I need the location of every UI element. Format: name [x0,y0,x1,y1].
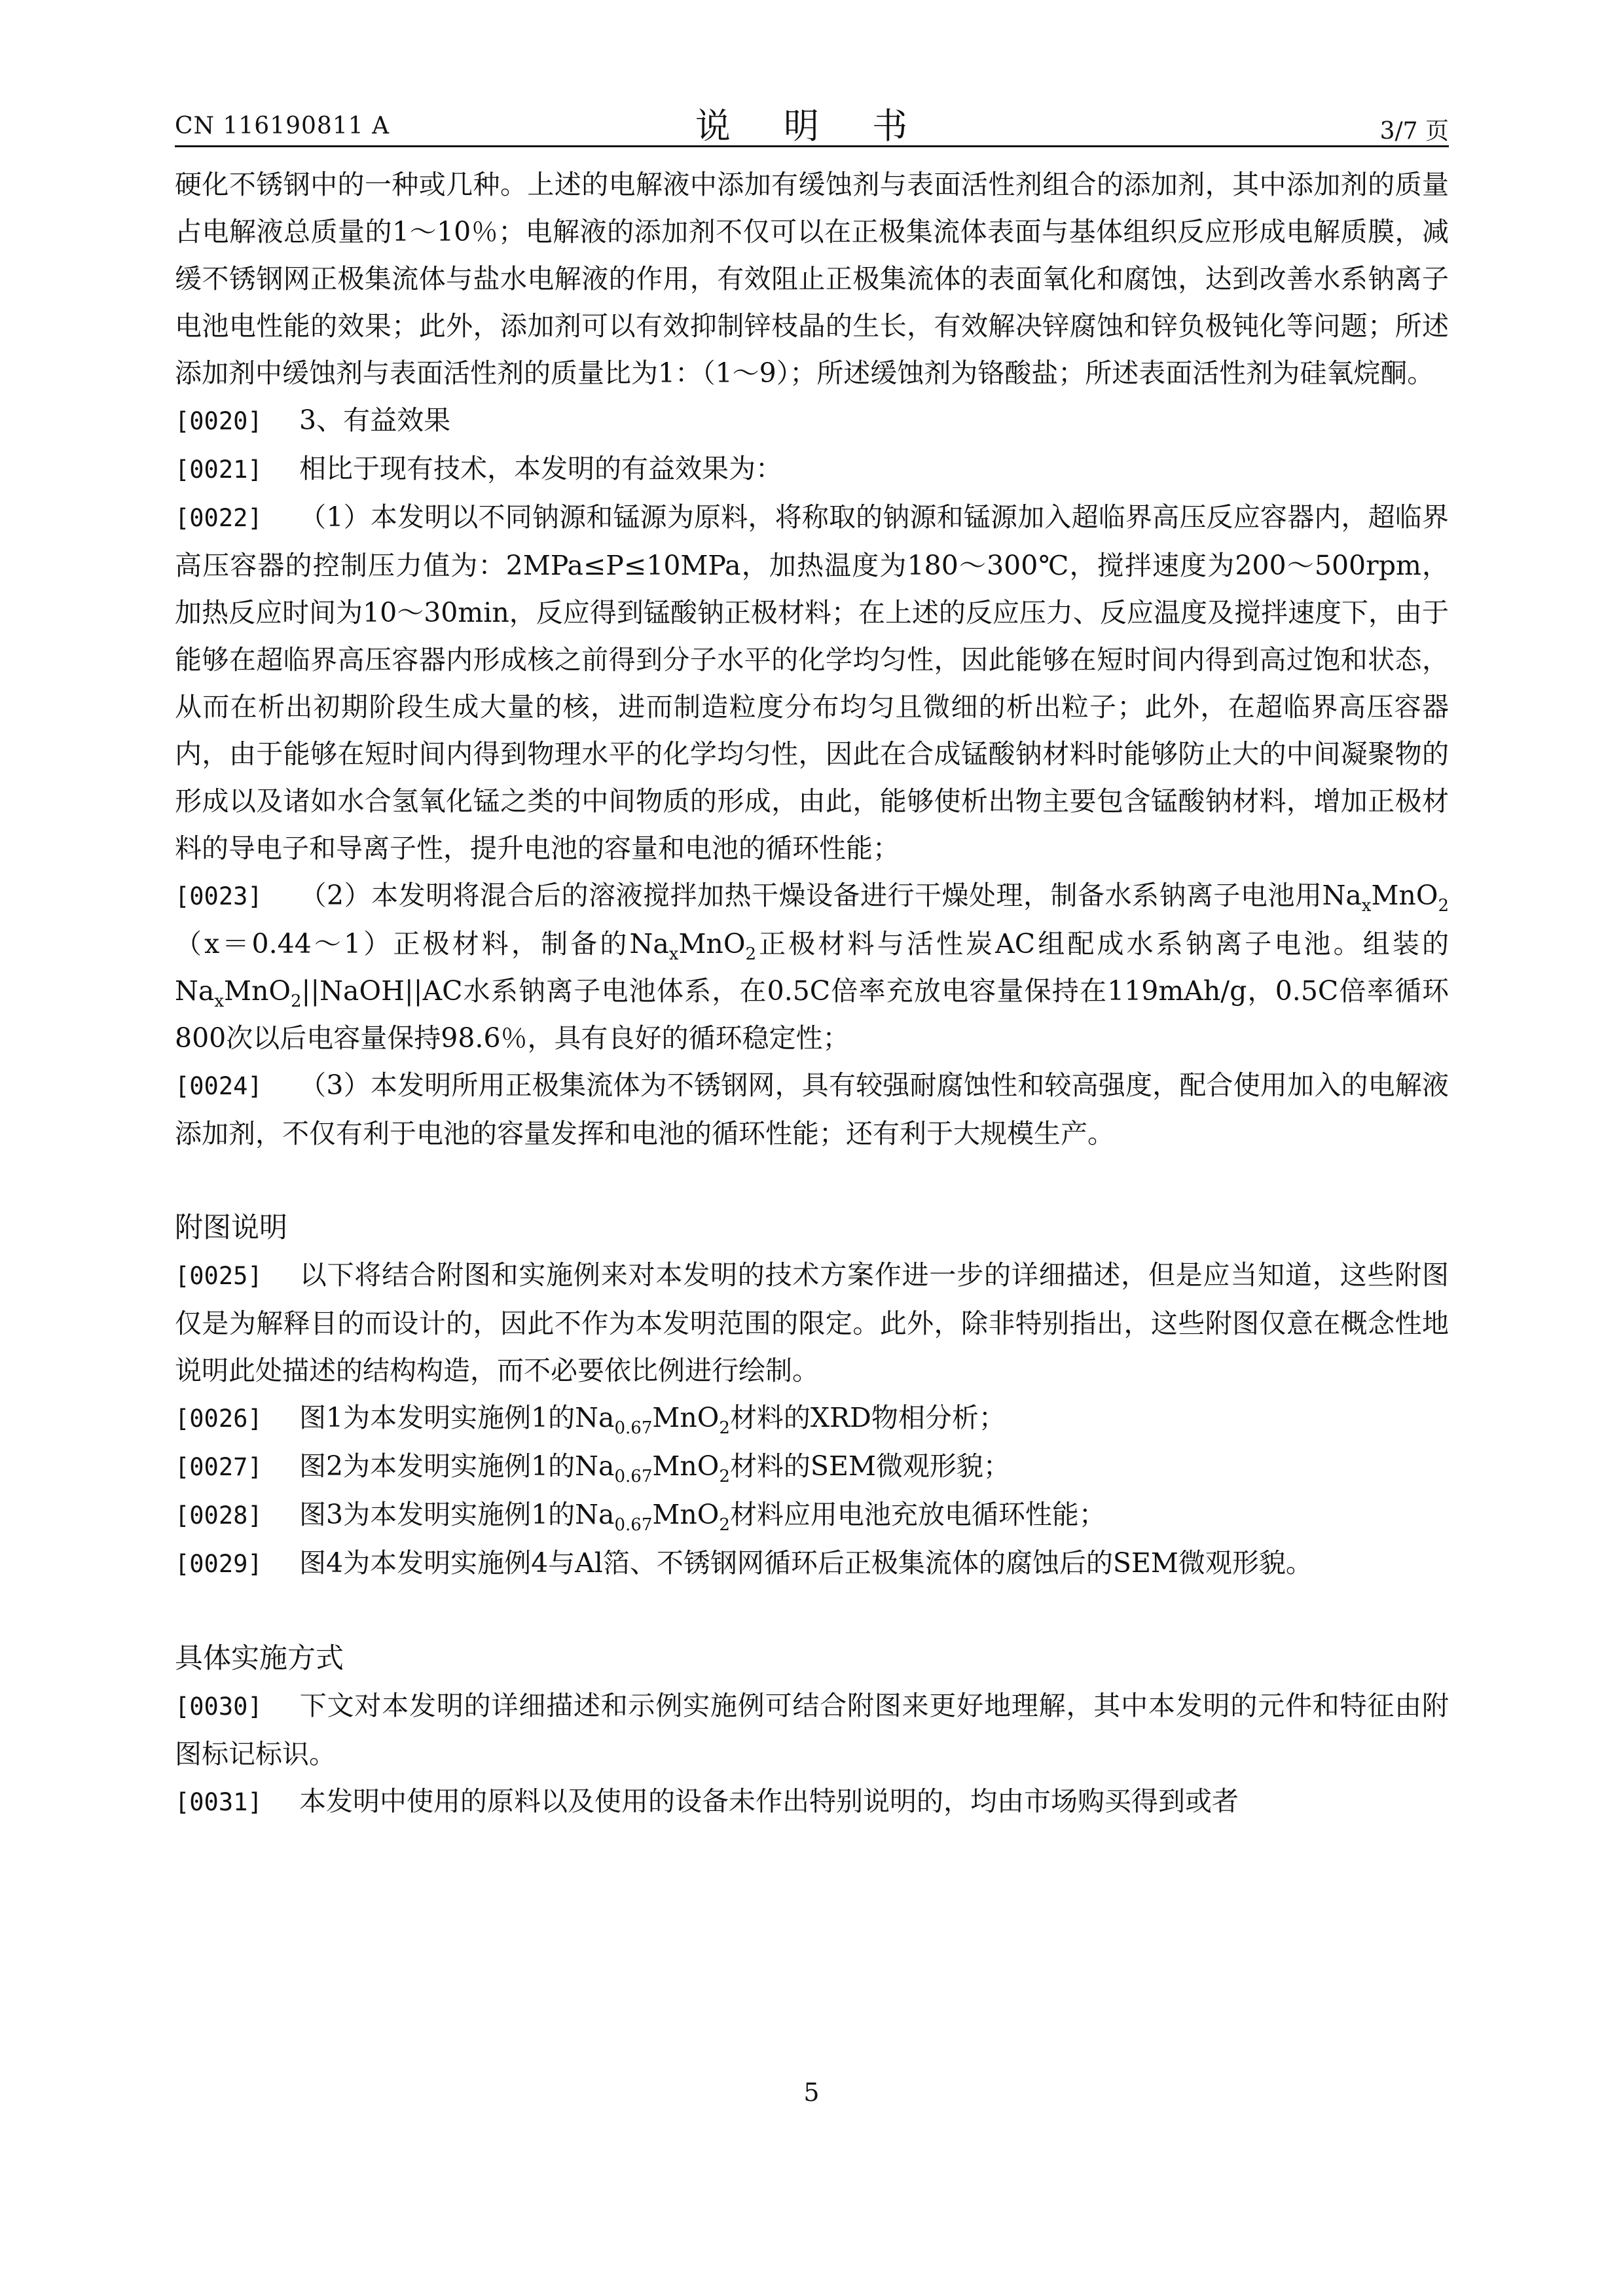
text-seg: （x＝0.44～1）正极材料，制备的Na [175,928,669,960]
paragraph-number: [0021] [175,456,263,484]
paragraph-number: [0020] [175,407,263,435]
paragraph-0020 [175,397,1449,445]
paragraph-0025 [175,1251,1449,1394]
paragraph-text: 下文对本发明的详细描述和示例实施例可结合附图来更好地理解，其中本发明的元件和特征由附图标记标识。 [175,1690,1449,1770]
paragraph-0027 [175,1443,1449,1491]
paragraph-number: [0026] [175,1405,263,1433]
paragraph-0024 [175,1062,1449,1157]
paragraph-text: 相比于现有技术，本发明的有益效果为： [299,453,782,484]
page-header [175,98,1449,151]
text-seg: 材料的XRD物相分析； [729,1402,1006,1433]
patent-number: CN 116190811 A [175,113,390,139]
paragraph-text: 3、有益效果 [299,404,451,436]
paragraph-number: [0031] [175,1788,263,1816]
text-seg: MnO [652,1450,720,1482]
header-rule [175,145,1449,147]
document-body [175,161,1449,1826]
text-seg: MnO [652,1499,720,1530]
subscript: 2 [745,944,756,964]
text-seg: 正极材料与活性炭AC组配成水系钠离子电池。组装的Na [175,928,1449,1007]
subscript: 2 [719,1515,730,1535]
subscript: 2 [719,1418,730,1438]
paragraph-number: [0023] [175,882,263,910]
subscript: x [668,944,679,964]
subscript: 2 [291,992,302,1011]
paragraph-text: （3）本发明所用正极集流体为不锈钢网，具有较强耐腐蚀性和较高强度，配合使用加入的电解液添加剂，不仅有利于电池的容量发挥和电池的循环性能；还有利于大规模生产。 [175,1069,1449,1149]
paragraph-text: （1）本发明以不同钠源和锰源为原料，将称取的钠源和锰源加入超临界高压反应容器内，超临界高压容器的控制压力值为：2MPa≤P≤10MPa，加热温度为180～300℃，搅拌速度为200～500rpm，加热反应时间为10～30min，反应得到锰酸钠正极材料；在上述的反应压力、反应温度及搅拌速度下，由于能够在超临界高压容器内形成核之前得到分子水平的化学均匀性，因此能够在短时间内得到高过饱和状态，从而在析出初期阶段生成大量的核，进而制造粒度分布均匀且微细的析出粒子；此外，在超临界高压容器内，由于能够在短时间内得到物理水平的化学均匀性，因此在合成锰酸钠材料时能够防止大的中间凝聚物的形成以及诸如水合氢氧化锰之类的中间物质的形成，由此，能够使析出物主要包含锰酸钠材料，增加正极材料的导电子和导离子性，提升电池的容量和电池的循环性能； [175,501,1449,864]
page-indicator: 3/7 页 [1379,118,1449,145]
text-seg: 材料应用电池充放电循环性能； [729,1499,1106,1530]
section-heading-embodiments: 具体实施方式 [175,1642,344,1675]
text-seg: MnO [224,975,291,1007]
subscript: 0.67 [614,1515,653,1535]
paragraph-0026 [175,1394,1449,1443]
text-seg: 材料的SEM微观形貌； [729,1450,1010,1482]
paragraph-text: 图4为本发明实施例4与Al箔、不锈钢网循环后正极集流体的腐蚀后的SEM微观形貌。 [299,1547,1313,1579]
paragraph-0021 [175,445,1449,493]
intro-paragraph: 硬化不锈钢中的一种或几种。上述的电解液中添加有缓蚀剂与表面活性剂组合的添加剂，其中添加剂的质量占电解液总质量的1～10％；电解液的添加剂不仅可以在正极集流体表面与基体组织反应形成电解质膜，减缓不锈钢网正极集流体与盐水电解液的作用，有效阻止正极集流体的表面氧化和腐蚀，达到改善水系钠离子电池电性能的效果；此外，添加剂可以有效抑制锌枝晶的生长，有效解决锌腐蚀和锌负极钝化等问题；所述添加剂中缓蚀剂与表面活性剂的质量比为1：（1～9）；所述缓蚀剂为铬酸盐；所述表面活性剂为硅氧烷酮。 [175,169,1449,389]
paragraph-number: [0022] [175,504,263,532]
paragraph-0028 [175,1491,1449,1539]
paragraph-number: [0025] [175,1262,263,1290]
text-seg: ||NaOH||AC水系钠离子电池体系，在0.5C倍率充放电容量保持在119mAh/g，0.5C倍率循环800次以后电容量保持98.6％，具有良好的循环稳定性； [175,975,1449,1054]
paragraph-0023 [175,872,1449,1062]
section-heading-figures: 附图说明 [175,1211,287,1244]
text-seg: MnO [678,928,746,960]
paragraph-number: [0028] [175,1501,263,1530]
subscript: 2 [719,1467,730,1486]
subscript: 2 [1438,896,1449,916]
paragraph-number: [0027] [175,1453,263,1481]
paragraph-number: [0029] [175,1550,263,1578]
paragraph-text: 以下将结合附图和实施例来对本发明的技术方案作进一步的详细描述，但是应当知道，这些附图仅是为解释目的而设计的，因此不作为本发明范围的限定。此外，除非特别指出，这些附图仅意在概念性地说明此处描述的结构构造，而不必要依比例进行绘制。 [175,1259,1449,1386]
paragraph-0030 [175,1682,1449,1778]
paragraph-number: [0030] [175,1693,263,1721]
text-seg: 图1为本发明实施例1的Na [299,1402,615,1433]
paragraph-text: 本发明中使用的原料以及使用的设备未作出特别说明的，均由市场购买得到或者 [299,1785,1239,1817]
paragraph-0031 [175,1778,1449,1826]
subscript: 0.67 [614,1467,653,1486]
paragraph-number: [0024] [175,1072,263,1100]
text-seg: MnO [1371,880,1438,911]
text-seg: MnO [652,1402,720,1433]
text-seg: 图2为本发明实施例1的Na [299,1450,615,1482]
subscript: x [214,992,224,1011]
paragraph-0029 [175,1539,1449,1588]
text-seg: 图3为本发明实施例1的Na [299,1499,615,1530]
subscript: x [1361,896,1372,916]
paragraph-0022 [175,493,1449,872]
page-number: 5 [803,2078,820,2107]
text-seg: （2）本发明将混合后的溶液搅拌加热干燥设备进行干燥处理，制备水系钠离子电池用Na [299,880,1362,911]
document-title: 说 明 书 [695,105,929,147]
subscript: 0.67 [614,1418,653,1438]
